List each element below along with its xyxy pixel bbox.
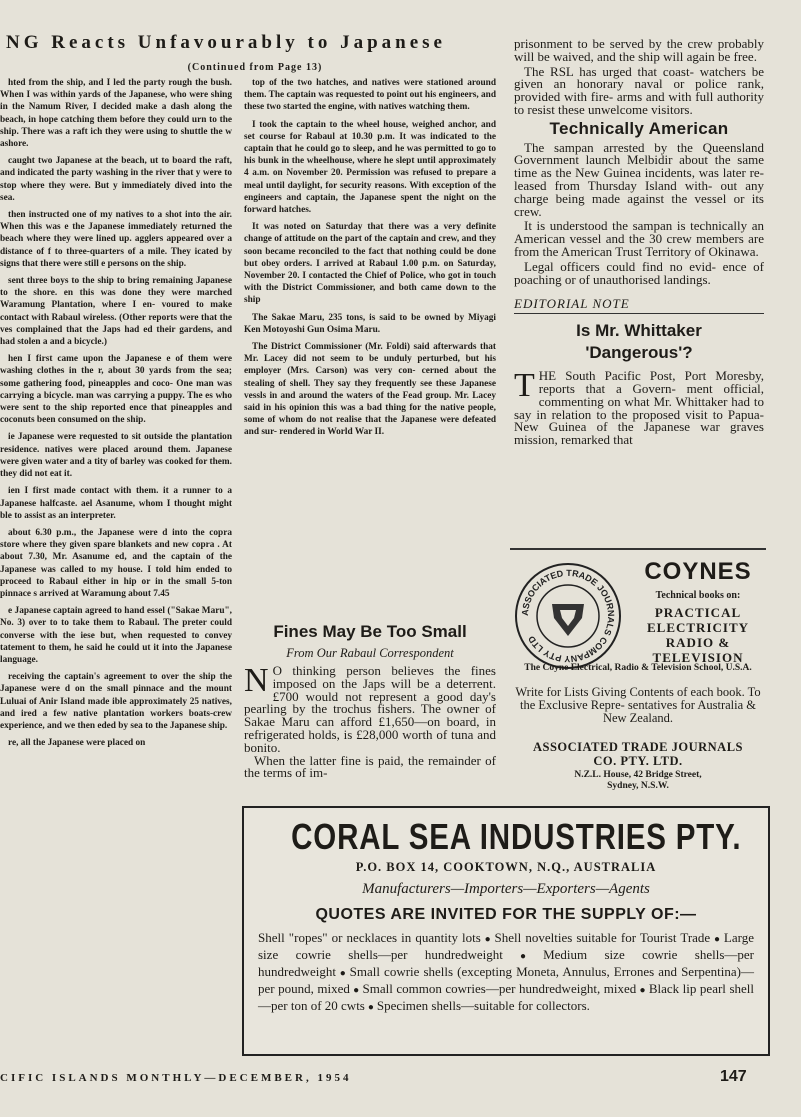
list-item: Shell "ropes" or necklaces in quantity lots bbox=[258, 930, 481, 945]
address-line: Sydney, N.S.W. bbox=[607, 781, 669, 791]
bullet-icon: ● bbox=[483, 934, 492, 945]
coynes-name: COYNES bbox=[644, 558, 752, 585]
paragraph: Legal officers could find no evid- ence of poaching or of unauthorised landings. bbox=[514, 258, 764, 287]
company-line: CO. PTY. LTD. bbox=[593, 754, 683, 768]
address-line: N.Z.L. House, 42 Bridge Street, bbox=[574, 770, 702, 780]
fines-heading: Fines May Be Too Small bbox=[273, 622, 467, 641]
paragraph: When the latter fine is paid, the remainder of the terms of im- bbox=[244, 752, 496, 781]
fines-article bbox=[244, 622, 496, 780]
product-line: PRACTICAL bbox=[654, 605, 742, 620]
article-title: NG Reacts Unfavourably to Japanese bbox=[6, 32, 446, 53]
drop-cap: T bbox=[514, 367, 535, 405]
coral-tagline: Manufacturers—Importers—Exporters—Agents bbox=[362, 881, 650, 897]
coral-items bbox=[258, 930, 754, 1015]
paragraph: about 6.30 p.m., the Japanese were d into the copra store where they given spare blankets and new copra . At about 7.30, Mr. Asanume ed, and the captain of the Japanese was called to my house. I told him ended to proceed to Rabaul either in hip or in the small 5-ton pinnace s arrived at Waramung about 7.45 bbox=[0, 527, 232, 599]
coynes-advert bbox=[510, 548, 766, 790]
seal-text: ASSOCIATED TRADE JOURNALS COMPANY PTY LTD bbox=[519, 567, 617, 665]
paragraph: The District Commissioner (Mr. Foldi) said afterwards that Mr. Lacey did not seem to be unduly perturbed, but his employer (Mrs. Carson) was very con- cerned about the stealing of shell. They say they frequently see these Japanese vessls in and around the waters of the Fead group. Mr. Lacey said in his opinion this was a bad thing for the native people, some of whom do not realise that the Japanese were defeated and sur- rendered in World War II. bbox=[244, 342, 496, 438]
fines-byline: From Our Rabaul Correspondent bbox=[286, 646, 454, 660]
list-item: Small cowrie shells (excepting Moneta, Annulus, Errones and Serpentina)—per pound, mixed bbox=[258, 964, 754, 996]
coynes-write: Write for Lists Giving Contents of each book. To the Exclusive Repre- sentatives for Australia & New Zealand. bbox=[515, 685, 761, 725]
coynes-company bbox=[510, 740, 766, 768]
coral-sea-advert bbox=[242, 806, 770, 1056]
coynes-address bbox=[510, 770, 766, 792]
list-item: Large size cowrie shells—per hundredweight bbox=[258, 930, 754, 962]
column-2 bbox=[244, 77, 496, 444]
paragraph: It was noted on Saturday that there was a very definite change of attitude on the part of the captain and crew, and they soon became reconciled to the fact that nothing could be done but obey orders. I arrived at Rabaul 1.00 p.m. on Saturday, November 20. I contacted the Chief of Police, who got in touch with the District Commissioner, and both came down to the ship bbox=[244, 222, 496, 306]
list-item: Medium size cowrie shells—per hundredweight bbox=[258, 947, 754, 979]
bullet-icon: ● bbox=[352, 985, 360, 996]
list-item: Small common cowries—per hundredweight, mixed bbox=[362, 981, 637, 996]
whittaker-heading-line: Is Mr. Whittaker bbox=[576, 321, 702, 341]
coynes-products bbox=[630, 605, 766, 665]
paragraph: The RSL has urged that coast- watchers be given an honorary naval or police rank, provided with fire- arms and with full authority to resist these unwelcome visitors. bbox=[514, 63, 764, 117]
paragraph: prisonment to be served by the crew probably will be waived, and the ship will again be free. bbox=[514, 36, 764, 64]
product-line: ELECTRICITY bbox=[646, 620, 750, 635]
bullet-icon: ● bbox=[713, 934, 721, 945]
bullet-icon: ● bbox=[338, 968, 347, 979]
whittaker-heading-line: 'Dangerous'? bbox=[585, 343, 693, 363]
coynes-school: The Coyne Electrical, Radio & Television School, U.S.A. bbox=[524, 663, 752, 673]
paragraph: top of the two hatches, and natives were stationed around them. The captain was requested to point out his engineers, and these two started the engine, with natives watching them. bbox=[244, 78, 496, 113]
list-item: Specimen shells—suitable for collectors. bbox=[376, 998, 590, 1013]
paragraph: re, all the Japanese were placed on bbox=[8, 738, 146, 749]
page-footer bbox=[0, 1068, 790, 1090]
list-item: Black lip pearl shell—per ton of 20 cwts bbox=[258, 981, 754, 1013]
paragraph: HE South Pacific Post, Port Moresby, reports that a Govern- ment official, commenting on what Mr. Whittaker had to say in relation to the proposed visit to Papua-New Guinea of the Japanese war graves mission, remarked that bbox=[514, 368, 764, 448]
editorial-note-label: EDITORIAL NOTE bbox=[514, 298, 764, 314]
paragraph: sent three boys to the ship to bring remaining Japanese to the shore. en this was done they were marched Waramung Plantation, where I en- voured to make contact with Rabaul wireless. (Other reports were that the ves complained that the Japs had ed their gardens, and had stolen a and a bicycle.) bbox=[0, 276, 232, 348]
company-line: ASSOCIATED TRADE JOURNALS bbox=[533, 740, 743, 754]
bullet-icon: ● bbox=[505, 951, 541, 962]
whittaker-heading bbox=[514, 320, 764, 364]
list-item: Shell novelties suitable for Tourist Trade bbox=[494, 930, 711, 945]
paragraph: e Japanese captain agreed to hand essel ("Sakae Maru", No. 3) over to to take them to Rabaul. The preter could converse with the iese but, when requested to convey tatement to them, he said he could ut it into the Japanese language. bbox=[0, 606, 232, 665]
product-line: RADIO & bbox=[665, 635, 731, 650]
coral-address: P.O. BOX 14, COOKTOWN, N.Q., AUSTRALIA bbox=[355, 860, 657, 874]
column-3 bbox=[514, 38, 764, 447]
fines-body bbox=[244, 662, 496, 781]
paragraph: The Sakae Maru, 235 tons, is said to be owned by Miyagi Ken Motoyoshi Gun Osima Maru. bbox=[244, 312, 496, 335]
paragraph: caught two Japanese at the beach, ut to board the raft, and indicated the party washing in the river that y were to stop where they were. But y immediately dived into the sea. bbox=[0, 156, 232, 203]
paragraph: I took the captain to the wheel house, weighed anchor, and set course for Rabaul at 10.30 p.m. It was indicated to the captain that he could go to sleep, and he was permitted to go to his bunk in the wheelhouse, where he slept until approximately 4 a.m. on November 20. Permission was refused to prepare a meal until daylight, for security reasons. With exception of the engineers and captain, the Japanese spent the night on the forward hatches. bbox=[244, 119, 496, 216]
continued-note: (Continued from Page 13) bbox=[187, 62, 323, 73]
technically-american-heading: Technically American bbox=[549, 118, 729, 138]
paragraph: ien I first made contact with them. it a runner to a Japanese halfcaste. ael Asanume, whom I thought might ble to assist as an interpreter. bbox=[0, 486, 232, 521]
paragraph: hted from the ship, and I led the party rough the bush. When I was within yards of the Japanese, who were shing in the Namum River, I decided make a dash along the beach, in hope catching them before they could urn to the ship. There was a raft ich they were using to shuttle the w ashore. bbox=[0, 78, 232, 150]
coynes-titles bbox=[630, 558, 766, 665]
paragraph: It is understood the sampan is technically an American vessel and the 30 crew members are from the American Trust Territory of Okinawa. bbox=[514, 218, 764, 259]
column-1 bbox=[0, 77, 232, 1057]
whittaker-body bbox=[514, 367, 764, 448]
product-line: TELEVISION bbox=[652, 650, 744, 665]
paragraph: O thinking person believes the fines imposed on the Japs will be a deterrent. £700 would not represent a good day's pearling by the trochus fishers. The owner of Sakae Maru can afford £1,650—on board, in refrigerated holds, is £28,000 worth of tuna and bonito. bbox=[244, 663, 496, 755]
paragraph: receiving the captain's agreement to over the ship the Japanese were d on the small pinnace and the mount Luluai of Anir Island made ible approximately 25 natives, and ired a few native plantation workers boats-crew experience, and we then eded by sea to the Japanese ship. bbox=[0, 672, 232, 731]
bullet-icon: ● bbox=[639, 985, 646, 996]
bullet-icon: ● bbox=[367, 1002, 374, 1013]
footer-masthead: CIFIC ISLANDS MONTHLY—DECEMBER, 1954 bbox=[0, 1072, 352, 1084]
coral-quotes-heading: QUOTES ARE INVITED FOR THE SUPPLY OF:— bbox=[315, 906, 697, 923]
coynes-tech-label: Technical books on: bbox=[655, 590, 741, 601]
paragraph: ie Japanese were requested to sit outside the plantation residence. natives were placed around them. Japanese were given water and a tity of barley was cooked for them. they did not eat it. bbox=[0, 432, 232, 480]
coral-title: CORAL SEA INDUSTRIES PTY. bbox=[291, 816, 742, 857]
page-number: 147 bbox=[720, 1068, 747, 1085]
drop-cap: N bbox=[244, 662, 269, 699]
paragraph: The sampan arrested by the Queensland Government launch Melbidir about the same time as the New Guinea incidents, was later re- leased from Thursday Island with- out any charge being made against the vessel or its crew. bbox=[514, 139, 764, 219]
seal-logo bbox=[512, 560, 624, 672]
paragraph: hen I first came upon the Japanese e of them were washing clothes in the r, about 30 yards from the sea; some gathering food, pineapples and coco- One man was carrying a bicycle. man was carrying a puppy. The es who were sent to the ship reported ence that pineapples and coconuts been consumed on the ship. bbox=[0, 354, 232, 426]
paragraph: then instructed one of my natives to a shot into the air. When this was e the Japanese immediately returned the beach where they were lined up. agglers appeared over a distance of f to three-quarters of a mile. They icated by signs that there were still e persons on the ship. bbox=[0, 210, 232, 269]
